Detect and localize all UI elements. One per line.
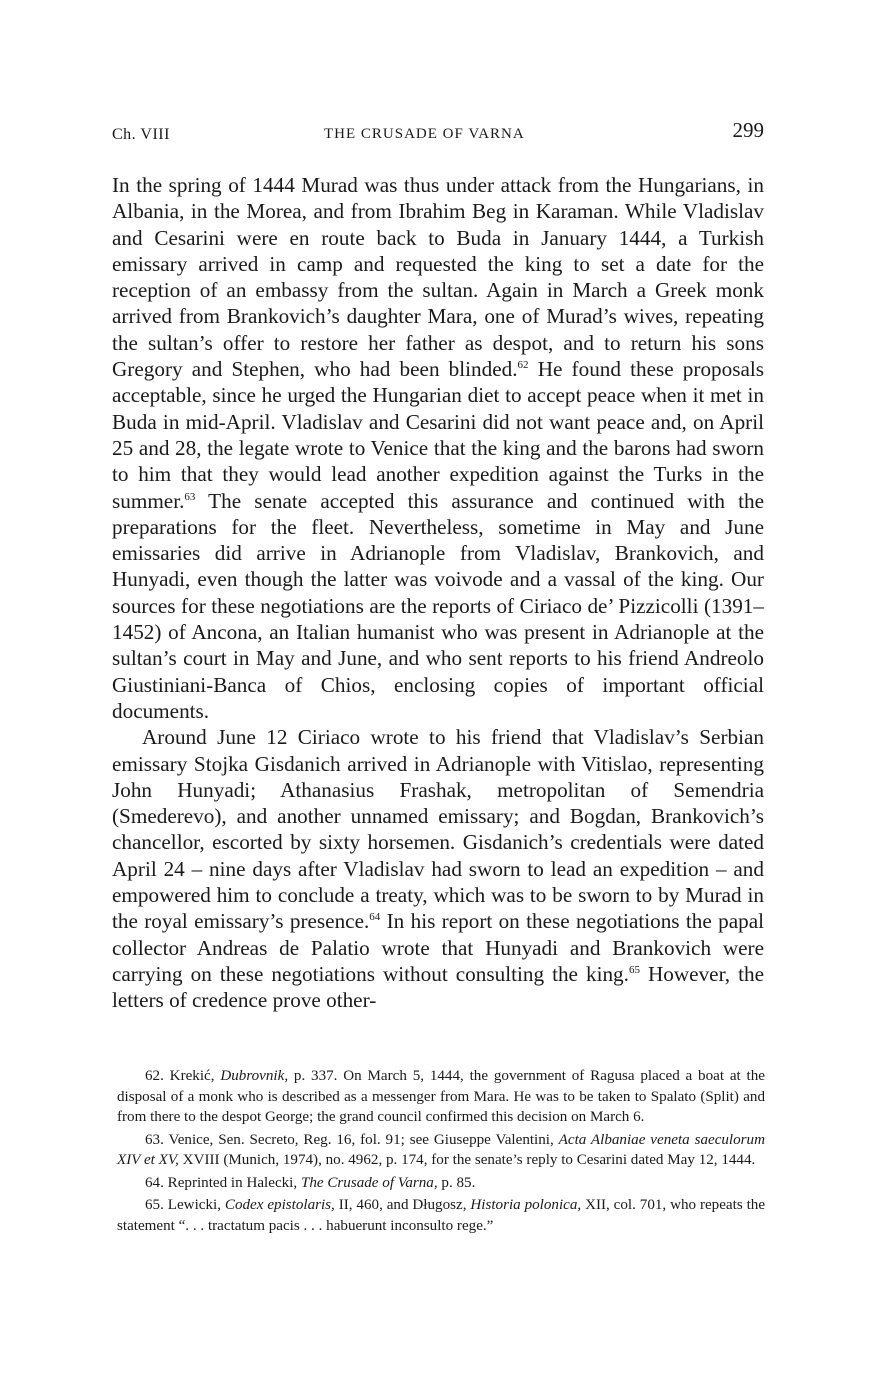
- running-title: THE CRUSADE OF VARNA: [324, 126, 525, 142]
- footnote-64-title: The Crusade of Varna,: [300, 1174, 438, 1191]
- chapter-label: Ch. VIII: [112, 126, 170, 143]
- footnote-ref-65: 65: [628, 963, 640, 976]
- footnote-64-text-a: 64. Reprinted in Halecki,: [145, 1174, 301, 1191]
- paragraph-1-text-a: In the spring of 1444 Murad was thus under attack from the Hungarians, in Albania, in the Morea, and from Ibrahim Beg in Karaman. While Vladislav and Cesarini were en route back to Buda in January 1444, a Turkish emissary arrived in camp and requested the king to set a date for the reception of an embassy from the sultan. Again in March a Greek monk arrived from Brankovich’s daughter Mara, one of Murad’s wives, repeating the sultan’s offer to restore her father as despot, and to return his sons Gregory and Stephen, who had been blinded.: [112, 173, 764, 382]
- paragraph-2-text-a: Around June 12 Ciriaco wrote to his friend that Vladislav’s Serbian emissary Stojka Gisdanich arrived in Adrianople with Vitislao, representing John Hunyadi; Athanasius Frashak, metropolitan of Semendria (Smederevo), and another unnamed emissary; and Bogdan, Brankovich’s chancellor, escorted by sixty horsemen. Gisdanich’s credentials were dated April 24 – nine days after Vladislav had sworn to lead an expedition – and empowered him to conclude a treaty, which was to be sworn to by Murad in the royal emissary’s presence.: [112, 725, 764, 934]
- footnote-63: [117, 1130, 765, 1171]
- running-head: [112, 118, 764, 148]
- page-number: 299: [732, 118, 764, 142]
- main-text: [112, 172, 764, 1014]
- footnote-62-text-a: 62. Krekić,: [145, 1068, 221, 1084]
- footnote-65-text-c: XII, col. 701, who repeats the statement “. . . tractatum pacis . . . habuerunt inconsulto rege.”: [117, 1197, 766, 1234]
- footnote-64: [117, 1173, 765, 1194]
- footnote-63-text-b: XVIII (Munich, 1974), no. 4962, p. 174, for the senate’s reply to Cesarini dated May 12, 1444.: [178, 1152, 756, 1168]
- footnote-65: [117, 1195, 765, 1236]
- footnote-62: [117, 1066, 765, 1128]
- paragraph-2-text-c: However, the letters of credence prove other-: [112, 961, 764, 1013]
- footnote-63-text-a: 63. Venice, Sen. Secreto, Reg. 16, fol. 91; see Giuseppe Valentini,: [145, 1131, 559, 1148]
- paragraph-1-text-c: The senate accepted this assurance and continued with the preparations for the fleet. Nevertheless, sometime in May and June emissaries did arrive in Adrianople from Vladislav, Brankovich, and Hunyadi, even though the latter was voivode and a vassal of the king. Our sources for these negotiations are the reports of Ciriaco de’ Pizzicolli (1391–1452) of Ancona, an Italian humanist who was present in Adrianople at the sultan’s court in May and June, and who sent reports to his friend Andreolo Giustiniani-Banca of Chios, enclosing copies of important official documents.: [112, 488, 764, 723]
- footnote-65-title-2: Historia polonica,: [470, 1197, 582, 1213]
- footnote-65-text-a: 65. Lewicki,: [145, 1197, 225, 1213]
- paragraph-1: [112, 172, 764, 724]
- footnote-ref-62: 62: [517, 359, 529, 372]
- footnote-63-title: Acta Albaniae veneta saeculorum XIV et XV,: [117, 1131, 765, 1168]
- footnote-ref-63: 63: [184, 490, 196, 503]
- footnote-65-text-b: II, 460, and Długosz,: [334, 1197, 471, 1213]
- footnotes: [117, 1066, 765, 1236]
- paragraph-1-text-b: He found these proposals acceptable, since he urged the Hungarian diet to accept peace when it met in Buda in mid-April. Vladislav and Cesarini did not want peace and, on April 25 and 28, the legate wrote to Venice that the king and the barons had sworn to him that they would lead another expedition against the Turks in the summer.: [112, 357, 765, 513]
- paragraph-2-text-b: In his report on these negotiations the papal collector Andreas de Palatio wrote that Hunyadi and Brankovich were carrying on these negotiations without consulting the king.: [112, 909, 764, 986]
- footnote-64-text-b: p. 85.: [437, 1174, 476, 1191]
- footnote-ref-64: 64: [369, 911, 381, 924]
- paragraph-2: [112, 724, 764, 1013]
- footnote-65-title-1: Codex epistolaris,: [224, 1197, 335, 1213]
- footnote-62-title: Dubrovnik,: [220, 1068, 289, 1084]
- footnote-62-text-b: p. 337. On March 5, 1444, the government of Ragusa placed a boat at the disposal of a monk who is described as a messenger from Mara. He was to be taken to Spalato (Split) and from there to the despot George; the grand council confirmed this decision on March 6.: [117, 1068, 765, 1125]
